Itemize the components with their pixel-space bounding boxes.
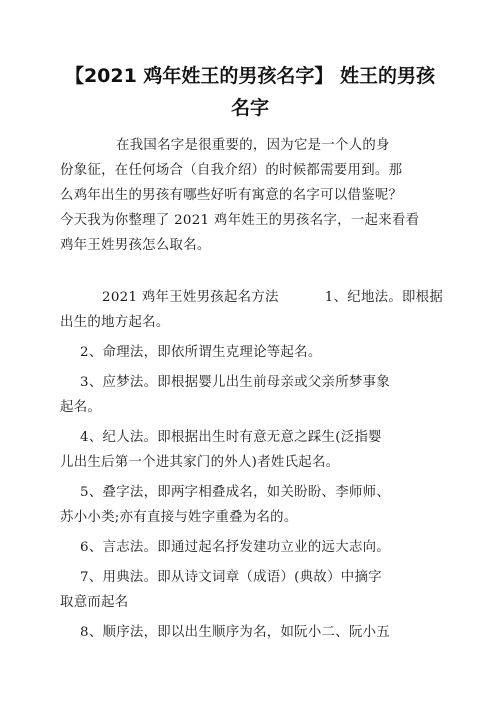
method-1-cont: 出生的地方起名。 xyxy=(60,315,170,330)
method-5-start: 5、叠字法，即两字相叠成名，如关盼盼、李师师、 xyxy=(80,485,391,500)
title-line-2: 名字 xyxy=(230,97,269,119)
title-line-1: 【2021 鸡年姓王的男孩名字】 姓王的男孩 xyxy=(64,65,436,87)
method-8-start: 8、顺序法，即以出生顺序为名，如阮小二、阮小五 xyxy=(80,625,391,640)
method-heading-line xyxy=(102,288,443,308)
intro-line-4: 今天我为你整理了 2021 鸡年姓王的男孩名字，一起来看看 xyxy=(60,213,420,228)
document-title xyxy=(40,60,460,124)
method-4-cont: 儿出生后第一个进其家门的外人)者姓氏起名。 xyxy=(60,455,340,470)
intro-line-3: 么鸡年出生的男孩有哪些好听有寓意的名字可以借鉴呢？ xyxy=(60,188,403,203)
intro-line-5: 鸡年王姓男孩怎么取名。 xyxy=(60,238,211,253)
method-7-cont: 取意而起名 xyxy=(60,595,129,610)
method-2: 2、命理法，即依所谓生克理论等起名。 xyxy=(80,345,322,360)
method-1-start: 1、纪地法。即根据 xyxy=(324,290,444,305)
method-6: 6、言志法。即通过起名抒发建功立业的远大志向。 xyxy=(80,540,391,555)
intro-line-1: 在我国名字是很重要的，因为它是一个人的身 xyxy=(116,138,390,153)
method-4-start: 4、纪人法。即根据出生时有意无意之踩生(泛指婴 xyxy=(80,430,382,445)
method-heading: 2021 鸡年王姓男孩起名方法 xyxy=(102,290,279,305)
intro-line-2: 份象征，在任何场合（自我介绍）的时候都需要用到。那 xyxy=(60,163,403,178)
method-3-start: 3、应梦法。即根据婴儿出生前母亲或父亲所梦事象 xyxy=(80,375,391,390)
method-5-cont: 苏小小类;亦有直接与姓字重叠为名的。 xyxy=(60,510,298,525)
method-3-cont: 起名。 xyxy=(60,400,102,415)
method-7-start: 7、用典法。即从诗文词章（成语）(典故）中摘字 xyxy=(80,570,382,585)
